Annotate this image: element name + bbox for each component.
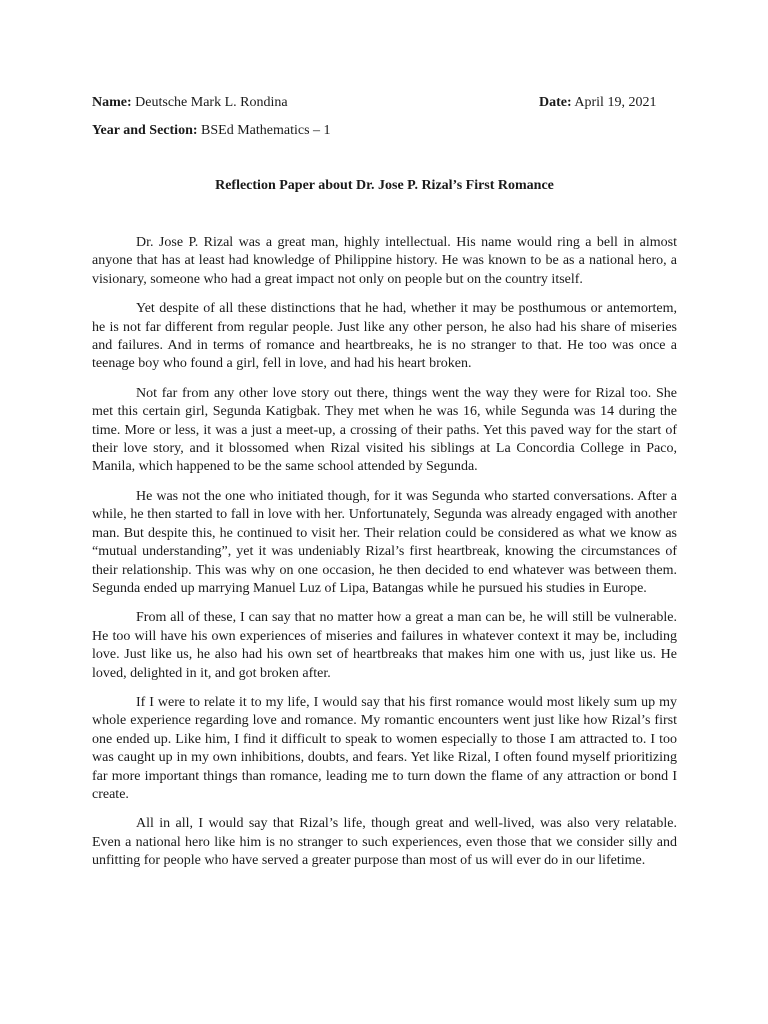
section-value: BSEd Mathematics – 1 bbox=[201, 123, 331, 138]
date-label: Date: bbox=[539, 95, 572, 110]
paragraph: He was not the one who initiated though, for it was Segunda who started conversations. After a while, he then started to fall in love with her. Unfortunately, Segunda was already engaged with another man. But despite this, he continued to visit her. Their relation could be considered as what we know as “mutual understanding”, yet it was undeniably Rizal’s first heartbreak, knowing the circumstances of their relationship. This was why on one occasion, he then decided to end whatever was between them. Segunda ended up marrying Manuel Luz of Lipa, Batangas while he pursued his studies in Europe. bbox=[92, 488, 677, 596]
date-value: April 19, 2021 bbox=[574, 95, 657, 110]
paragraph: Not far from any other love story out there, things went the way they were for Rizal too. She met this certain girl, Segunda Katigbak. They met when he was 16, while Segunda was 14 during the time. More or less, it was a just a meet-up, a crossing of their paths. Yet this paved way for the start of their love story, and it blossomed when Rizal visited his siblings at La Concordia College in Paco, Manila, which happened to be the same school attended by Segunda. bbox=[92, 385, 677, 475]
section-line bbox=[92, 122, 331, 140]
name-value: Deutsche Mark L. Rondina bbox=[135, 95, 288, 110]
name-label: Name: bbox=[92, 95, 132, 110]
date-line bbox=[539, 94, 656, 112]
paper-title: Reflection Paper about Dr. Jose P. Rizal’s First Romance bbox=[215, 178, 554, 193]
paragraph: If I were to relate it to my life, I would say that his first romance would most likely sum up my whole experience regarding love and romance. My romantic encounters went just like how Rizal’s first one ended up. Like him, I find it difficult to speak to women especially to those I am attracted to. I too was caught up in my own inhibitions, doubts, and fears. Yet like Rizal, I often found myself prioritizing far more important things than romance, leading me to turn down the flame of any attraction or bond I create. bbox=[92, 694, 677, 802]
paragraph: All in all, I would say that Rizal’s life, though great and well-lived, was also very relatable. Even a national hero like him is no stranger to such experiences, even those that we consider silly and unfitting for people who have served a greater purpose than most of us will ever do in our lifetime. bbox=[92, 816, 677, 869]
name-line bbox=[92, 94, 288, 112]
paragraph: From all of these, I can say that no matter how a great a man can be, he will still be vulnerable. He too will have his own experiences of miseries and failures in whatever context it may be, including love. Just like us, he also had his own set of heartbreaks that makes him one with us, just like us. He loved, delighted in it, and got broken after. bbox=[92, 610, 677, 681]
section-label: Year and Section: bbox=[92, 123, 198, 138]
body-text bbox=[92, 234, 677, 882]
paragraph: Yet despite of all these distinctions that he had, whether it may be posthumous or antemortem, he is not far different from regular people. Just like any other person, he also had his share of miseries and failures. And in terms of romance and heartbreaks, he is no stranger to that. He too was once a teenage boy who found a girl, fell in love, and had his heart broken. bbox=[92, 301, 677, 372]
paragraph: Dr. Jose P. Rizal was a great man, highly intellectual. His name would ring a bell in almost anyone that has at least had knowledge of Philippine history. He was known to be as a national hero, a visionary, someone who had a great impact not only on people but on the country itself. bbox=[92, 235, 677, 287]
